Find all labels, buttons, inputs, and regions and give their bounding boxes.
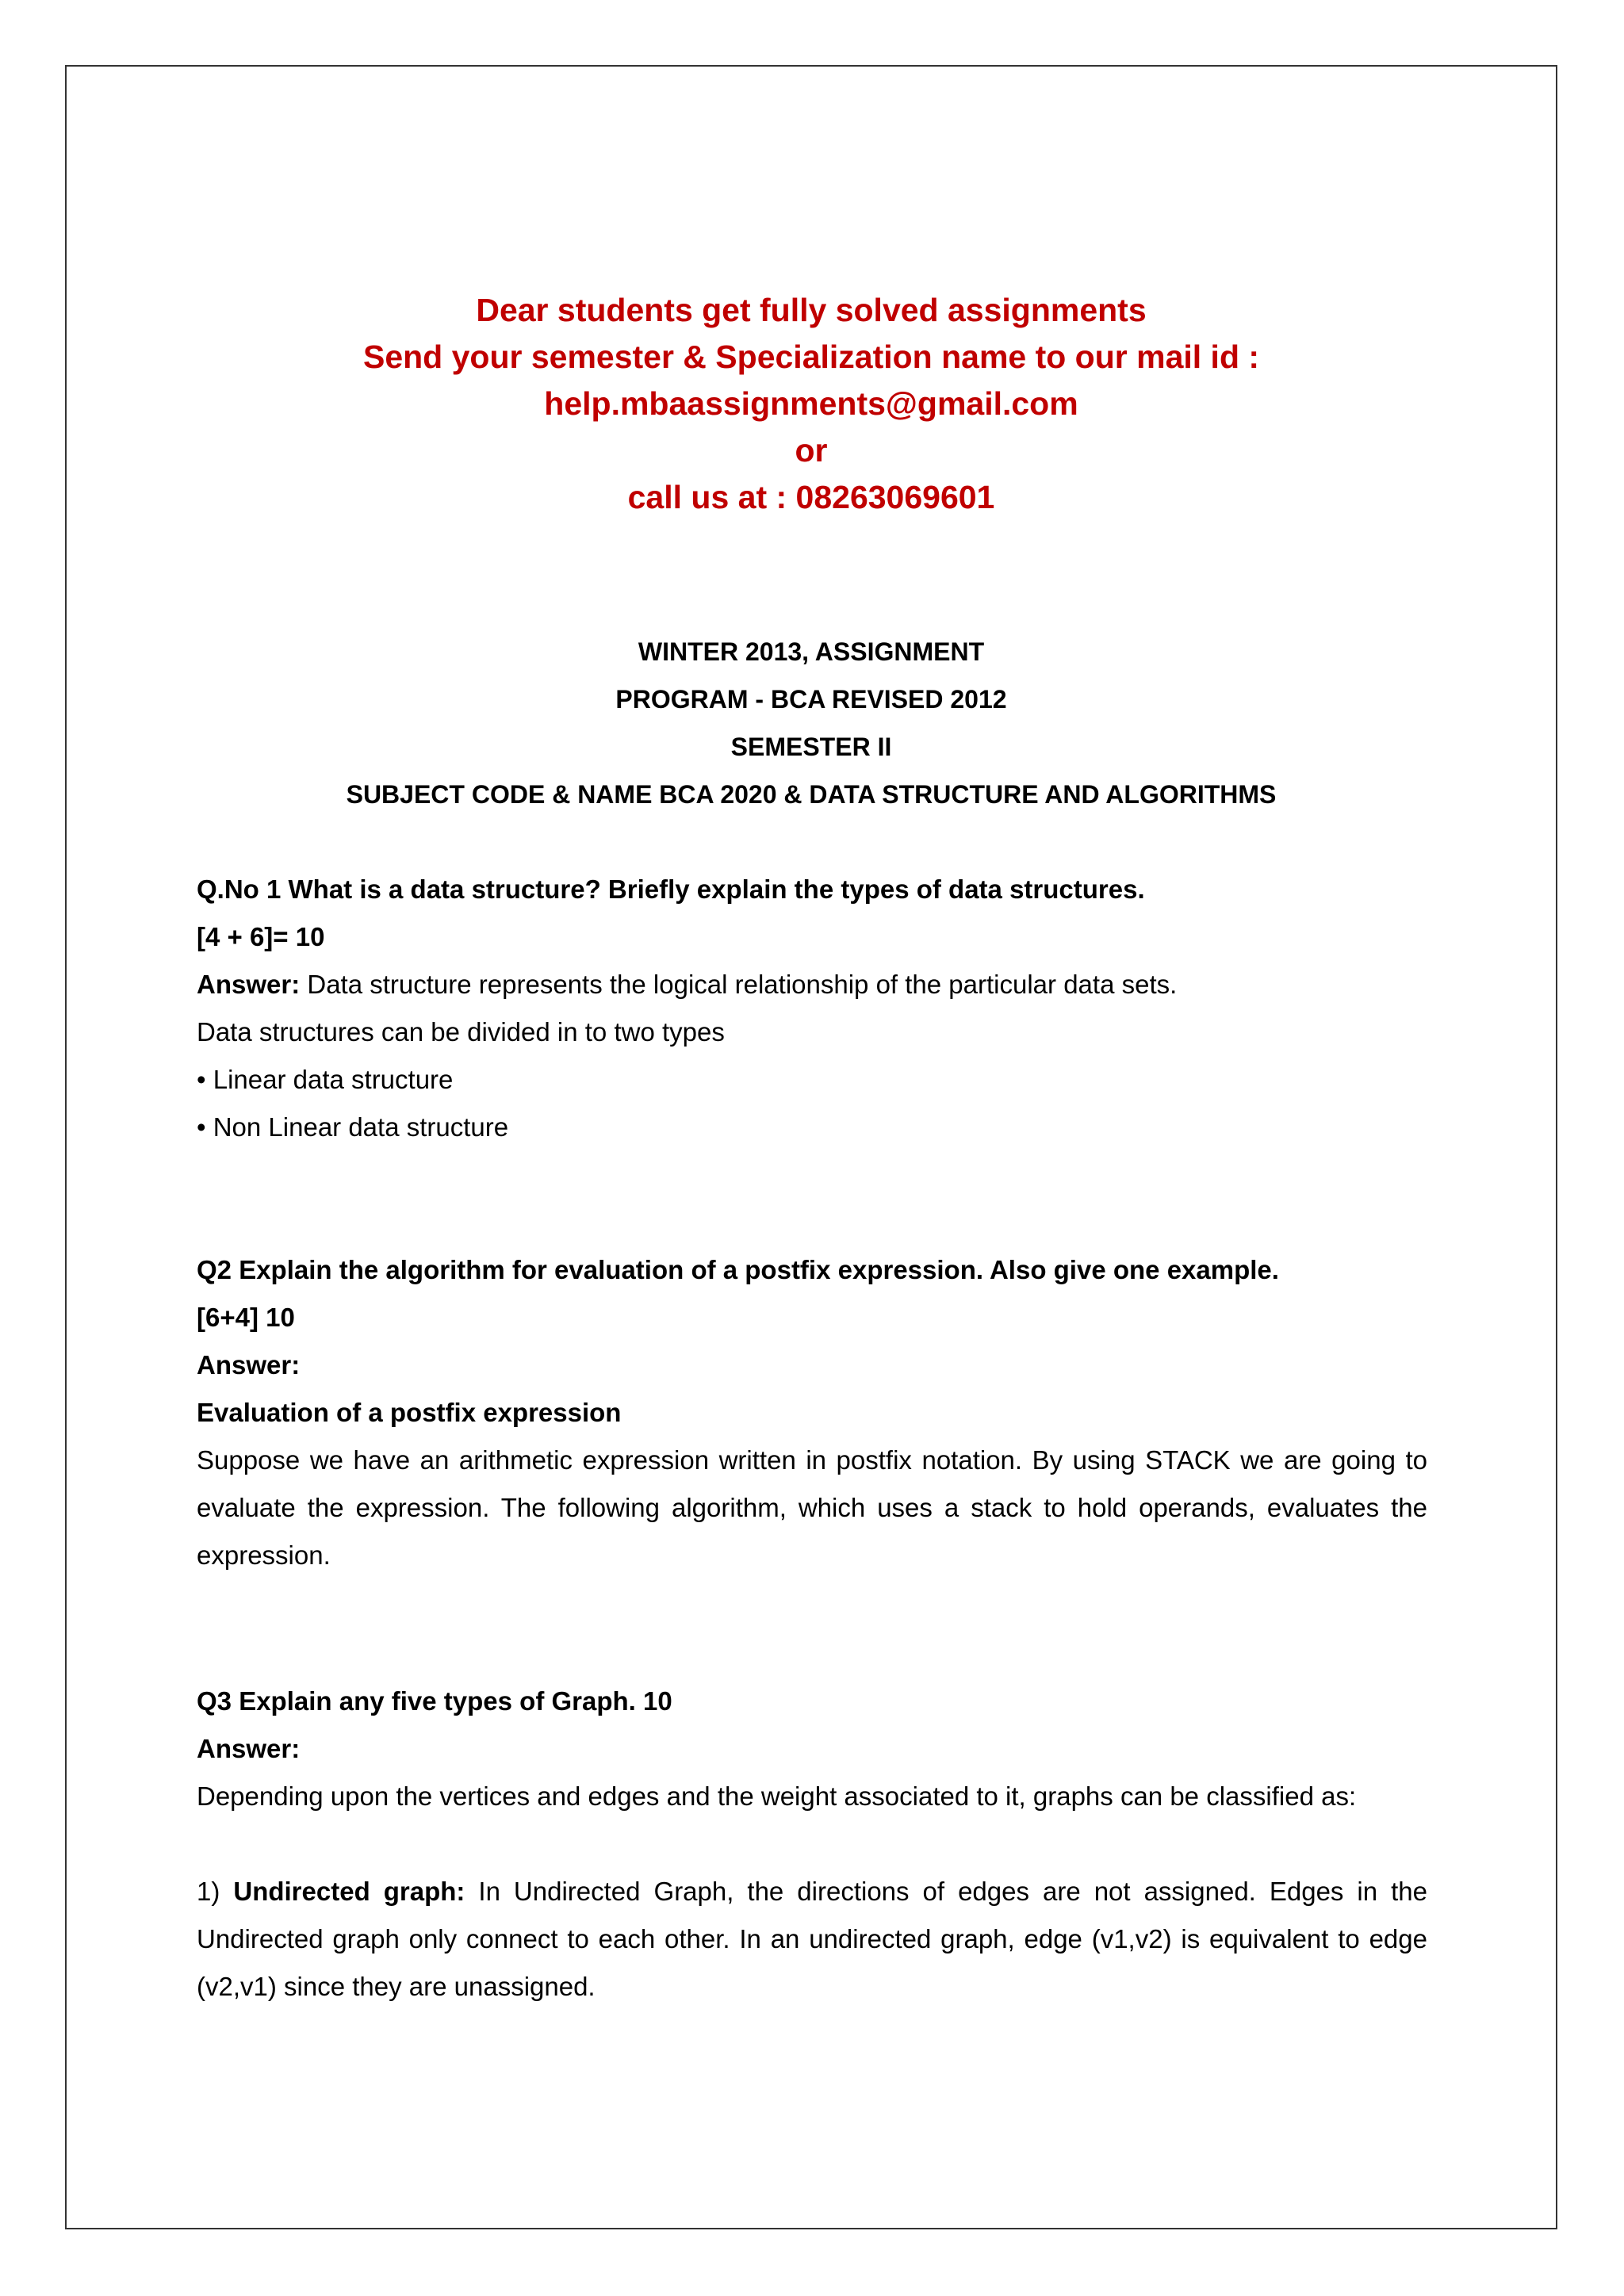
semester-title: SEMESTER II <box>730 733 892 761</box>
answer-label: Answer: <box>197 1350 301 1380</box>
answer-text: Data structure represents the logical relationship of the particular data sets. <box>300 970 1178 999</box>
question-3-title: Q3 Explain any five types of Graph. 10 <box>197 1686 672 1716</box>
item-number: 1) <box>197 1877 234 1906</box>
bullet-non-linear: • Non Linear data structure <box>197 1112 509 1142</box>
question-2-section <box>197 1246 1427 1579</box>
question-1-marks: [4 + 6]= 10 <box>197 922 325 951</box>
graph-item-1 <box>197 1868 1427 2011</box>
promo-line-2: Send your semester & Specialization name to our mail id : <box>362 339 1260 375</box>
promo-line-1: Dear students get fully solved assignments <box>476 292 1147 328</box>
paragraph-spacer <box>197 1820 1427 1868</box>
promo-block <box>65 287 1557 521</box>
session-title: WINTER 2013, ASSIGNMENT <box>638 637 985 666</box>
postfix-paragraph: Suppose we have an arithmetic expression written in postfix notation. By using STACK we are going to evaluate the expression. The following algorithm, which uses a stack to hold operands, evaluates the expression. <box>197 1445 1427 1570</box>
question-1-section <box>197 866 1427 1151</box>
answer-label: Answer: <box>197 970 301 999</box>
postfix-subheading: Evaluation of a postfix expression <box>197 1398 622 1427</box>
program-title: PROGRAM - BCA REVISED 2012 <box>615 685 1007 714</box>
question-2-marks: [6+4] 10 <box>197 1303 295 1332</box>
subject-title: SUBJECT CODE & NAME BCA 2020 & DATA STRUCTURE AND ALGORITHMS <box>346 780 1277 809</box>
promo-or: or <box>795 432 828 469</box>
assignment-header <box>65 628 1557 818</box>
bullet-linear: • Linear data structure <box>197 1065 454 1094</box>
answer-label: Answer: <box>197 1734 301 1763</box>
promo-email[interactable]: help.mbaassignments@gmail.com <box>544 385 1078 422</box>
item-term: Undirected graph: <box>233 1877 465 1906</box>
promo-phone: call us at : 08263069601 <box>627 479 995 515</box>
types-intro: Data structures can be divided in to two types <box>197 1017 725 1047</box>
question-2-title: Q2 Explain the algorithm for evaluation of a postfix expression. Also give one example. <box>197 1255 1279 1284</box>
question-1-title: Q.No 1 What is a data structure? Briefly explain the types of data structures. <box>197 874 1145 904</box>
item-text: In Undirected Graph, the directions of edges are not assigned. Edges in the Undirected graph only connect to each other. In an undirected graph, edge (v1,v2) is equivalent to edge (v2,v1) since they are unassigned. <box>197 1877 1427 2001</box>
graph-intro: Depending upon the vertices and edges and the weight associated to it, graphs can be classified as: <box>197 1781 1357 1811</box>
question-3-section <box>197 1678 1427 2011</box>
question-1-answer <box>197 961 1427 1008</box>
